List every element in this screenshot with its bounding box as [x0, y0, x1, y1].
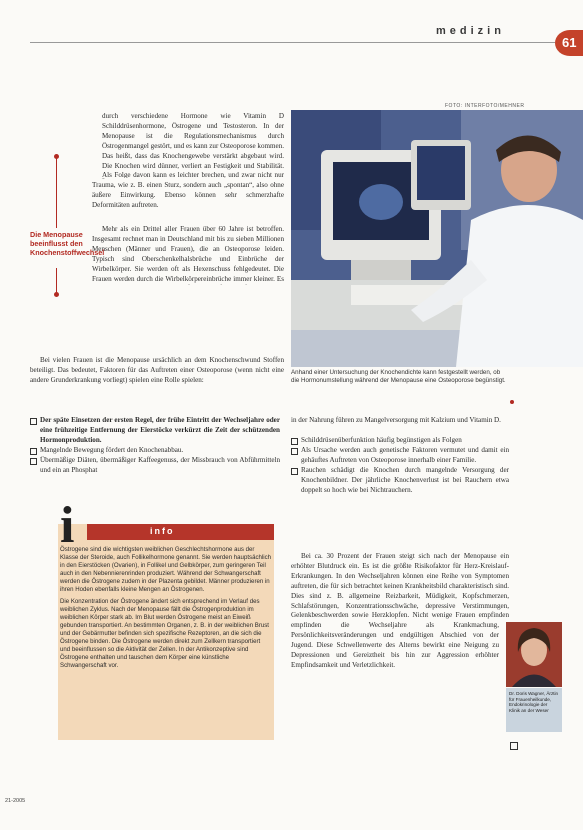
left-column-text-3 — [92, 225, 284, 285]
pull-quote-line — [56, 158, 57, 228]
photo-illustration — [291, 110, 583, 367]
left-column-text-5 — [30, 356, 284, 416]
paragraph: Bei ca. 30 Prozent der Frauen steigt sich nach der Menopause ein erhöhter Blutdruck ein. Es ist die größte Risikofaktor für Herz-Kreislauf-Erkrankungen. In den Wechseljahren können eine Reihe von Symptomen auftreten, die für sich betrachtet keinen Krankheitsbild charakteristisch sind. Dies sind z. B. allgemeine Reizbarkeit, Müdigkeit, Kopfschmerzen, Schlafstörungen, Konzentrationsschwäche, depressive Verstimmungen, Gelenkbeschwerden sowie Herzklopfen. Nicht wenige Frauen empfinden — [291, 552, 509, 620]
list-item: Als Ursache werden auch genetische Faktoren vermutet und damit ein gehäuftes Auftreten von Osteoporose innerhalb einer Familie. — [291, 446, 509, 466]
list-item: Rauchen schädigt die Knochen durch mangelnde Versorgung der Knochenbildner. Der jährliche Knochenverlust ist bei Rauchern etwa doppelt so hoch wie bei Nichtrauchern. — [291, 466, 509, 496]
paragraph: Trauma, wie z. B. einen Sturz, sondern auch „spontan“, also ohne äußere Einwirkung. Ebenso können sehr schmerzhafte Deformitäten auftreten. — [92, 181, 284, 210]
author-portrait — [506, 622, 562, 687]
info-box-header — [87, 524, 274, 540]
pull-quote-dot — [54, 154, 59, 159]
right-column-intro: in der Nahrung führen zu Mangelversorgung mit Kalzium und Vitamin D. — [291, 416, 501, 424]
photo-caption: Anhand einer Untersuchung der Knochendichte kann festgestellt werden, ob die Hormonumstellung während der Menopause eine Osteoporose begünstigt. — [291, 369, 506, 384]
pull-quote: Die Menopause beeinflusst den Knochenstoffwechsel — [30, 230, 105, 258]
left-column-text-4 — [30, 285, 284, 355]
issue-code: 21-2005 — [5, 798, 26, 804]
pull-quote-dot-bottom — [54, 292, 59, 297]
list-item: Übermäßige Diäten, übermäßiger Kaffeegenuss, der Missbrauch von Abführmitteln und ein an Phosphat — [30, 456, 280, 476]
header-rule — [30, 42, 555, 43]
paragraph: durch verschiedene Hormone wie Vitamin D Schilddrüsenhormone, Östrogene und Testosteron. In der Menopause ist die Regulationsmechanismus durch Östrogenmangel gestört, und es kann zur Osteoporose kommen. Das heißt, dass das Knochengewebe verstärkt abgebaut wird. Die Knochen wird dünner, verliert an Festigkeit und Stabilität. Als Folge davon kann es leichter brechen, und zwar nicht nur — [102, 112, 284, 178]
info-box-text — [60, 546, 272, 673]
examination-photo — [291, 110, 583, 367]
left-column-text-2 — [92, 178, 284, 225]
pull-quote-line-bottom — [56, 268, 57, 294]
article-end-mark — [510, 742, 518, 750]
paragraph: Bei vielen Frauen ist die Menopause ursächlich an dem Knochenschwund Stoffen beteiligt. Das bedeutet, Faktoren für das Auftreten einer Osteoporose (wenn nicht eine andere Grunderkrankung vorliegt) spielen eine Rolle spielen: — [30, 356, 284, 384]
caption-dot — [510, 400, 514, 404]
info-paragraph: Die Konzentration der Östrogene ändert sich entsprechend im Verlauf des weiblichen Zyklus. Nach der Menopause fällt die Östrogenproduktion im weiblichen Körper stark ab. Im Blut werden Östrogene meist an Eiweiß gebunden transportiert. An bestimmten Organen, z. B. in der weiblichen Brust und der Gebärmutter befinden sich spezifische Rezeptoren, an die sich die Östrogene binden. Die Östrogene werden direkt zum Zellkern transportiert und beeinflussen so die Aktivität der Zellen. In der Antikonzeptive sind Östrogene enthalten und tauschen dem Körper eine künstliche Schwangerschaft vor. — [60, 597, 269, 670]
right-column-paragraph-b — [291, 622, 499, 712]
right-column-paragraph-a — [291, 552, 509, 622]
right-bullet-list — [291, 436, 509, 495]
info-i-icon: i — [60, 497, 75, 554]
list-item: Schilddrüsenüberfunktion häufig begünstigen als Folgen — [291, 436, 509, 446]
paragraph: Mehr als ein Drittel aller Frauen über 60 Jahre ist betroffen. Insgesamt rechnet man in Deutschland mit bis zu sieben Millionen Menschen (Männer und Frauen), die an Osteoporose leiden. Typisch sind Oberschenkelhalsbrüche und Einbrüche der Wirbelkörper. Sie werden oft als Hexenschuss fehlgedeutet. Die Frauen werden durch die Wirbelkörpereinbrüche immer kleiner. Es — [92, 225, 284, 283]
right-column-paragraph-c — [291, 712, 509, 752]
list-item: Mangelnde Bewegung fördert den Knochenabbau. — [30, 446, 280, 456]
left-column-text — [102, 112, 284, 178]
page-number-badge: 61 — [555, 30, 583, 56]
portrait-illustration — [506, 622, 562, 687]
section-label: medizin — [436, 25, 505, 37]
info-box-title: info — [150, 526, 175, 536]
info-paragraph: Östrogene sind die wichtigsten weiblichen Geschlechtshormone aus der Klasse der Steroide, auch Follikelhormone genannt. Sie werden hauptsächlich in den Eierstöcken (Ovarien), in Follikel und Gelbkörper, zum geringeren Teil auch in den Nebennierenrinden produziert. Während der Schwangerschaft werden die Östrogene zudem in der Plazenta gebildet. Männer produzieren in ihren Hoden ebenfalls kleine Mengen an Östrogenen. — [60, 546, 272, 594]
paragraph: empfinden die Wechseljahre als Krankmachung, Persönlichkeitsveränderungen und endgültigen Abschied von der Jugend. Diese Schwellenwerte des Alterns bewirkt eine Neigung zu Depressionen und Gereiztheit bis hin zur Aggression erhöhter Empfindsamkeit und Verletzlichkeit. — [291, 622, 499, 669]
photo-credit: FOTO: INTERFOTO/MEHNER — [445, 103, 525, 109]
list-item: Der späte Einsetzen der ersten Regel, der frühe Eintritt der Wechseljahre oder eine frühzeitige Entfernung der Eierstöcke verkürzt die Zeit der schützenden Hormonproduktion. — [30, 416, 280, 446]
portrait-caption: Dr. Doris Wagner, Ärztin für Frauenheilkunde, Endokrinologie der Klinik an der Weser — [506, 688, 562, 732]
left-bullet-list — [30, 416, 280, 475]
